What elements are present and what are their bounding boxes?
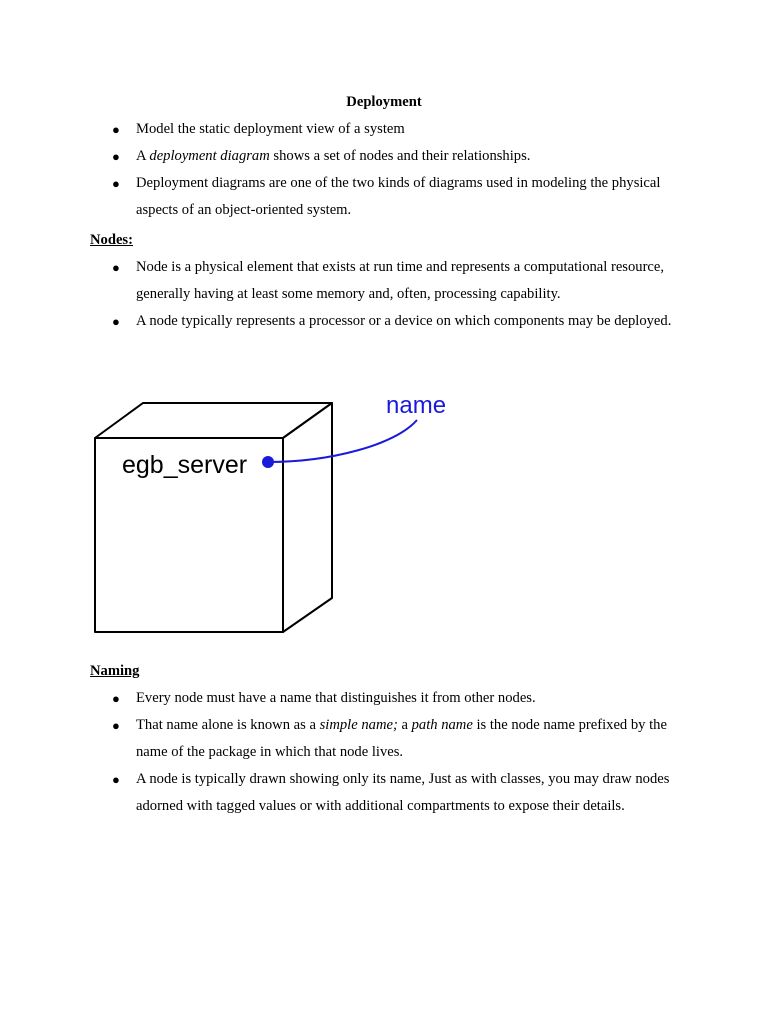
bullet-text: a — [397, 717, 412, 733]
page-title: Deployment — [346, 94, 422, 110]
node-name-label: egb_server — [122, 451, 248, 479]
naming-list — [0, 685, 768, 820]
bullet-icon: ● — [112, 772, 120, 787]
bullet-icon: ● — [112, 122, 120, 137]
nodes-heading: Nodes: — [90, 232, 133, 248]
bullet-icon: ● — [112, 176, 120, 191]
bullet-icon: ● — [112, 149, 120, 164]
emphasized-term: deployment diagram — [149, 148, 270, 164]
bullet-item — [0, 685, 768, 712]
naming-heading: Naming — [90, 663, 140, 679]
name-annotation: name — [386, 392, 447, 419]
emphasized-term: simple name; — [319, 717, 398, 733]
bullet-icon: ● — [112, 691, 120, 706]
bullet-text: shows a set of nodes and their relationships. — [269, 148, 531, 164]
bullet-item — [0, 766, 768, 820]
bullet-text: Model the static deployment view of a system — [136, 121, 405, 137]
name-anchor-dot — [262, 456, 274, 468]
node-cube — [95, 403, 332, 632]
bullet-text: A node is typically drawn showing only its name, Just as with classes, you may draw nodes adorned with tagged values or with additional compartments to expose their details. — [136, 771, 670, 814]
bullet-item — [0, 712, 768, 766]
bullet-text: That name alone is known as a — [136, 717, 320, 733]
emphasized-term: path name — [411, 717, 473, 733]
bullet-icon: ● — [112, 260, 120, 275]
cube-side-face — [283, 403, 332, 632]
bullet-icon: ● — [112, 718, 120, 733]
bullet-text: A node typically represents a processor or a device on which components may be deployed. — [136, 313, 672, 329]
bullet-text: is the node name prefixed by the name of the package in which that node lives. — [136, 717, 667, 760]
bullet-text: Deployment diagrams are one of the two kinds of diagrams used in modeling the physical aspects of an object-oriented system. — [136, 175, 661, 218]
bullet-text: Every node must have a name that distinguishes it from other nodes. — [136, 690, 536, 706]
bullet-icon: ● — [112, 314, 120, 329]
bullet-text: A — [136, 148, 150, 164]
bullet-text: Node is a physical element that exists at run time and represents a computational resource, generally having at least some memory and, often, processing capability. — [136, 259, 665, 302]
